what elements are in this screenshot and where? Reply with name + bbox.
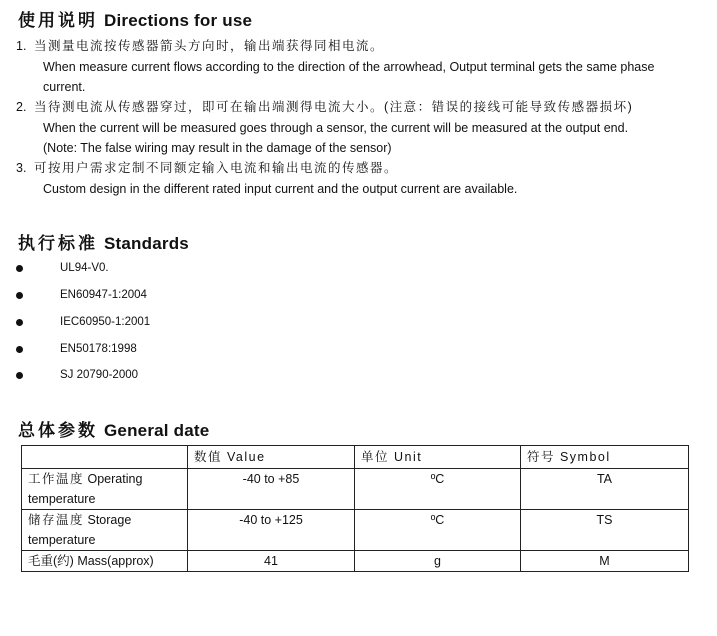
direction-item-number: 3. <box>16 161 27 175</box>
directions-heading-en: Directions for use <box>104 11 253 30</box>
unit-cell: ºC <box>355 469 521 510</box>
table-header-cell: 符号 Symbol <box>521 446 689 469</box>
bullet-icon <box>16 292 23 299</box>
direction-item-en: Custom design in the different rated input current and the output current are available. <box>43 182 518 196</box>
general-heading <box>18 416 209 441</box>
unit-cell: g <box>355 551 521 572</box>
parameter-name-en-2: temperature <box>28 533 96 547</box>
parameter-name-cell <box>22 510 188 551</box>
direction-item-cn: 当待测电流从传感器穿过，即可在输出端测得电流大小。(注意：错误的接线可能导致传感器损坏) <box>34 100 634 114</box>
parameter-name-en: Mass(approx) <box>77 554 154 568</box>
direction-item-cn: 可按用户需求定制不同额定输入电流和输出电流的传感器。 <box>34 161 399 175</box>
symbol-cell: TA <box>521 469 689 510</box>
standards-heading-en: Standards <box>104 234 189 253</box>
parameter-name-cn: 毛重(约) <box>28 554 74 568</box>
parameter-name-en-2: temperature <box>28 492 96 506</box>
standards-heading-cn: 执行标准 <box>18 234 98 253</box>
table-row <box>22 510 689 551</box>
standard-item: IEC60950-1:2001 <box>60 316 151 328</box>
table-row <box>22 469 689 510</box>
value-cell: -40 to +85 <box>188 469 355 510</box>
direction-item-en: When measure current flows according to the direction of the arrowhead, Output terminal gets the same phase <box>43 60 655 74</box>
parameter-name-cell <box>22 551 188 572</box>
standard-item: EN60947-1:2004 <box>60 289 147 301</box>
direction-item-cn: 当测量电流按传感器箭头方向时，输出端获得同相电流。 <box>34 39 385 53</box>
unit-cell: ºC <box>355 510 521 551</box>
table-row <box>22 551 689 572</box>
direction-item-2 <box>16 97 633 117</box>
value-cell: 41 <box>188 551 355 572</box>
directions-heading-cn: 使用说明 <box>18 11 98 30</box>
symbol-cell: TS <box>521 510 689 551</box>
direction-item-1 <box>16 36 384 56</box>
general-heading-en: General date <box>104 421 210 440</box>
general-parameters-table <box>21 445 689 572</box>
direction-item-number: 2. <box>16 100 27 114</box>
table-header-cell: 单位 Unit <box>355 446 521 469</box>
parameter-name-en: Operating <box>87 472 143 486</box>
general-heading-cn: 总体参数 <box>18 421 98 440</box>
direction-item-number: 1. <box>16 39 27 53</box>
table-header-row <box>22 446 689 469</box>
value-cell: -40 to +125 <box>188 510 355 551</box>
direction-item-3 <box>16 158 398 178</box>
bullet-icon <box>16 372 23 379</box>
direction-item-en: current. <box>43 80 86 94</box>
table-header-cell <box>22 446 188 469</box>
direction-item-en: When the current will be measured goes through a sensor, the current will be measured at the output end. <box>43 121 629 135</box>
parameter-name-cell <box>22 469 188 510</box>
parameter-name-cn: 工作温度 <box>28 472 85 486</box>
direction-item-en: (Note: The false wiring may result in the damage of the sensor) <box>43 141 392 155</box>
standard-item: SJ 20790-2000 <box>60 369 139 381</box>
bullet-icon <box>16 265 23 272</box>
standard-item: EN50178:1998 <box>60 343 137 355</box>
standard-item: UL94-V0. <box>60 262 109 274</box>
bullet-icon <box>16 319 23 326</box>
table-header-cell: 数值 Value <box>188 446 355 469</box>
directions-heading <box>18 6 252 31</box>
standards-heading <box>18 229 189 254</box>
bullet-icon <box>16 346 23 353</box>
parameter-name-cn: 储存温度 <box>28 513 85 527</box>
parameter-name-en: Storage <box>87 513 132 527</box>
symbol-cell: M <box>521 551 689 572</box>
